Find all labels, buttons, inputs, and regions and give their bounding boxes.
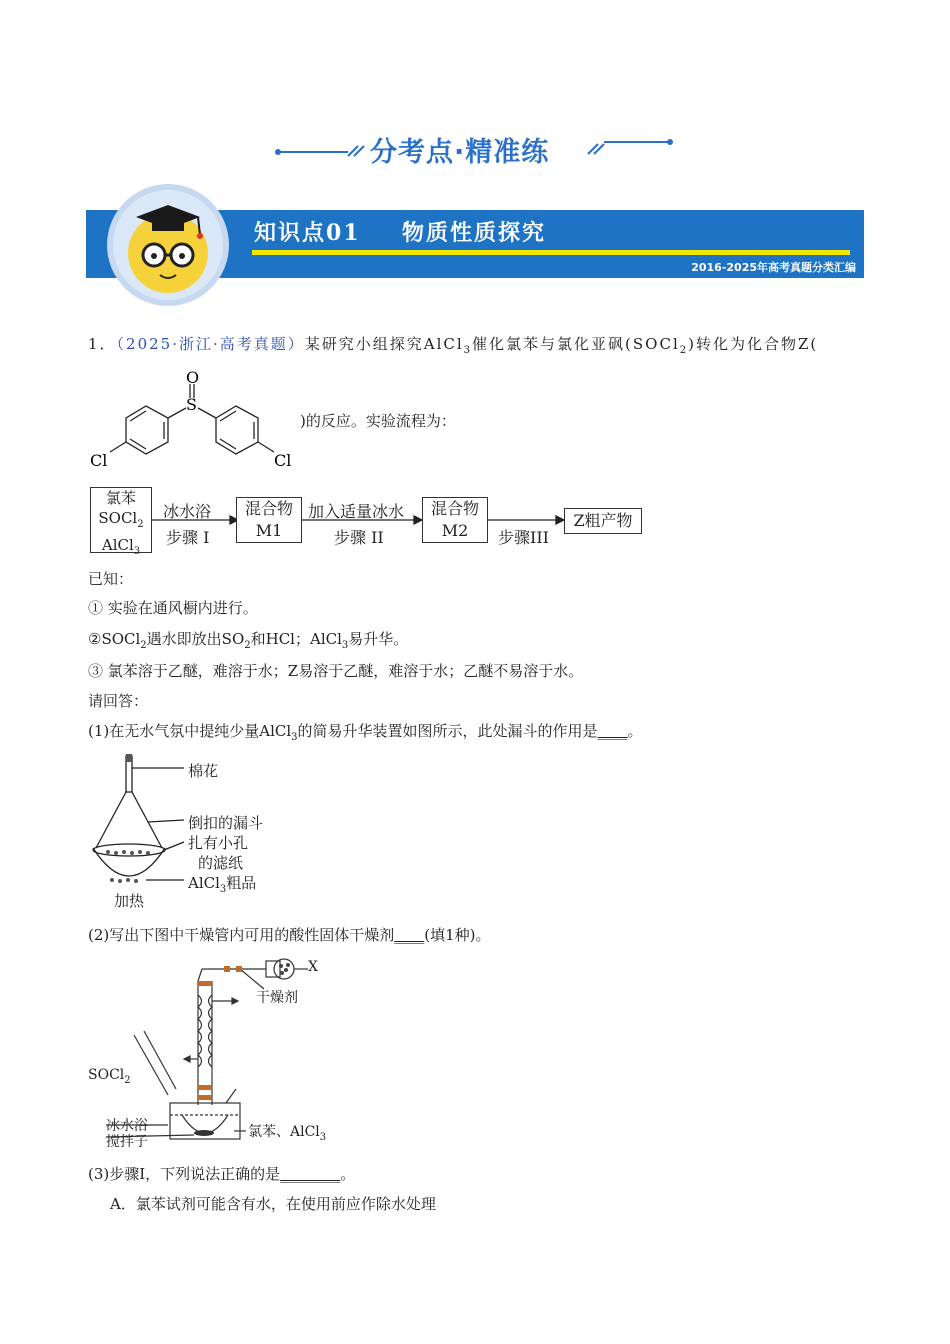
knowledge-point-label: 知识点01 <box>254 220 361 246</box>
subquestion-1 <box>88 720 643 749</box>
mixture-m1-box <box>236 497 302 543</box>
topic-label: 物质性质探究 <box>401 220 546 246</box>
intro-text-2: 催化氯苯与氯化亚砜(SOCl <box>472 335 680 353</box>
fig2-socl2-text: SOCl <box>88 1067 125 1083</box>
intro-text-3: )转化为化合物Z( <box>688 335 819 353</box>
fig2-reagents-text: 氯苯、AlCl <box>248 1124 320 1140</box>
label-reagents <box>248 1121 326 1143</box>
known2-f: 3 <box>341 640 349 651</box>
section-title-text: 分考点·精准练 <box>370 137 550 168</box>
reagent-box <box>90 487 152 557</box>
q3-a: (3)步骤Ⅰ，下列说法正确的是 <box>88 1165 281 1183</box>
crude-sub: 3 <box>219 884 227 895</box>
intro-continuation: )的反应。实验流程为： <box>300 412 456 430</box>
atom-cl-left: Cl <box>90 451 108 470</box>
atom-o: O <box>186 368 200 387</box>
known2-b: 2 <box>140 640 147 651</box>
step1-label: 步骤 I <box>166 528 210 547</box>
intro-sub-2: 2 <box>679 345 689 356</box>
label-desiccant: 干燥剂 <box>256 990 298 1006</box>
question-number: 1． <box>88 335 117 353</box>
crude-text: AlCl <box>188 874 220 892</box>
q3-end: 。 <box>340 1165 356 1183</box>
known2-a: ②SOCl <box>88 630 141 648</box>
fig2-socl2-sub: 2 <box>124 1074 131 1086</box>
subquestion-2 <box>88 924 491 946</box>
reagent-alcl3-sub: 3 <box>133 546 141 557</box>
label-stirrer: 搅拌子 <box>106 1134 148 1150</box>
known-item-1: ① 实验在通风橱内进行。 <box>88 599 258 617</box>
step2-label: 步骤 II <box>334 528 384 547</box>
known-item-2 <box>88 628 408 657</box>
q2-b: (填1种)。 <box>424 926 491 944</box>
mascot-avatar-icon <box>106 183 230 307</box>
banner-underline <box>252 250 850 255</box>
known2-g: 易升华。 <box>348 630 409 648</box>
known2-e: 和HCl；AlCl <box>250 630 342 648</box>
step1-condition: 冰水浴 <box>163 502 212 521</box>
label-heat: 加热 <box>114 892 145 910</box>
sublimation-apparatus-figure <box>88 752 288 912</box>
known-item-3: ③ 氯苯溶于乙醚，难溶于水；Z易溶于乙醚，难溶于水；乙醚不易溶于水。 <box>88 662 584 680</box>
label-cotton: 棉花 <box>188 762 219 780</box>
label-ice-bath: 冰水浴 <box>106 1118 148 1134</box>
reagent-socl2 <box>91 508 151 535</box>
intro-text-1: 某研究小组探究AlCl <box>304 335 464 353</box>
q2-answer-blank[interactable]: ____ <box>394 926 425 944</box>
known2-d: 2 <box>244 640 251 651</box>
mixture-m2-box <box>422 497 488 543</box>
reaction-apparatus-figure <box>86 955 346 1155</box>
label-socl2 <box>88 1067 131 1086</box>
known2-c: 遇水即放出SO <box>146 630 245 648</box>
m1-line2: M1 <box>255 521 283 540</box>
m2-line2: M2 <box>441 521 469 540</box>
option-a[interactable]: A．氯苯试剂可能含有水，在使用前应作除水处理 <box>110 1195 436 1213</box>
section-title <box>270 128 680 168</box>
step2-condition: 加入适量冰水 <box>308 502 405 521</box>
banner-subtitle: 2016-2025年高考真题分类汇编 <box>691 261 856 274</box>
atom-cl-right: Cl <box>274 451 292 470</box>
question-source: （2025·浙江·高考真题） <box>116 335 305 353</box>
q1-a: (1)在无水气氛中提纯少量AlCl <box>88 722 292 740</box>
label-crude <box>188 872 256 895</box>
q1-end: 。 <box>627 722 643 740</box>
reagent-alcl3 <box>91 535 151 562</box>
q3-answer-blank[interactable]: ________ <box>280 1165 341 1183</box>
m2-line1: 混合物 <box>430 499 479 518</box>
answer-prompt: 请回答： <box>88 692 149 710</box>
banner-title <box>254 216 546 247</box>
label-funnel: 倒扣的漏斗 <box>188 814 264 832</box>
q1-answer-blank[interactable]: ____ <box>597 722 628 740</box>
reagent-socl2-sub: 2 <box>137 519 144 530</box>
m1-line1: 混合物 <box>244 499 293 518</box>
product-box: Z粗产物 <box>564 508 642 534</box>
molecule-structure <box>88 366 303 474</box>
step3-label: 步骤III <box>498 528 549 547</box>
known-label: 已知： <box>88 570 134 588</box>
experiment-flowchart <box>90 487 650 557</box>
intro-sub-1: 3 <box>463 345 473 356</box>
reagent-alcl3-text: AlCl <box>101 536 134 554</box>
reagent-socl2-text: SOCl <box>98 509 138 527</box>
q1-b: 3 <box>291 732 298 743</box>
label-paper-1: 扎有小孔 <box>188 834 249 852</box>
label-paper-2: 的滤纸 <box>198 854 244 872</box>
subquestion-3 <box>88 1163 355 1185</box>
label-x: X <box>308 959 318 975</box>
question-intro <box>88 333 818 362</box>
q1-c: 的简易升华装置如图所示，此处漏斗的作用是 <box>297 722 598 740</box>
crude-end: 粗品 <box>226 874 257 892</box>
q2-a: (2)写出下图中干燥管内可用的酸性固体干燥剂 <box>88 926 395 944</box>
reagent-chlorobenzene: 氯苯 <box>105 489 136 507</box>
fig2-reagents-sub: 3 <box>319 1131 327 1143</box>
atom-s: S <box>186 395 197 414</box>
